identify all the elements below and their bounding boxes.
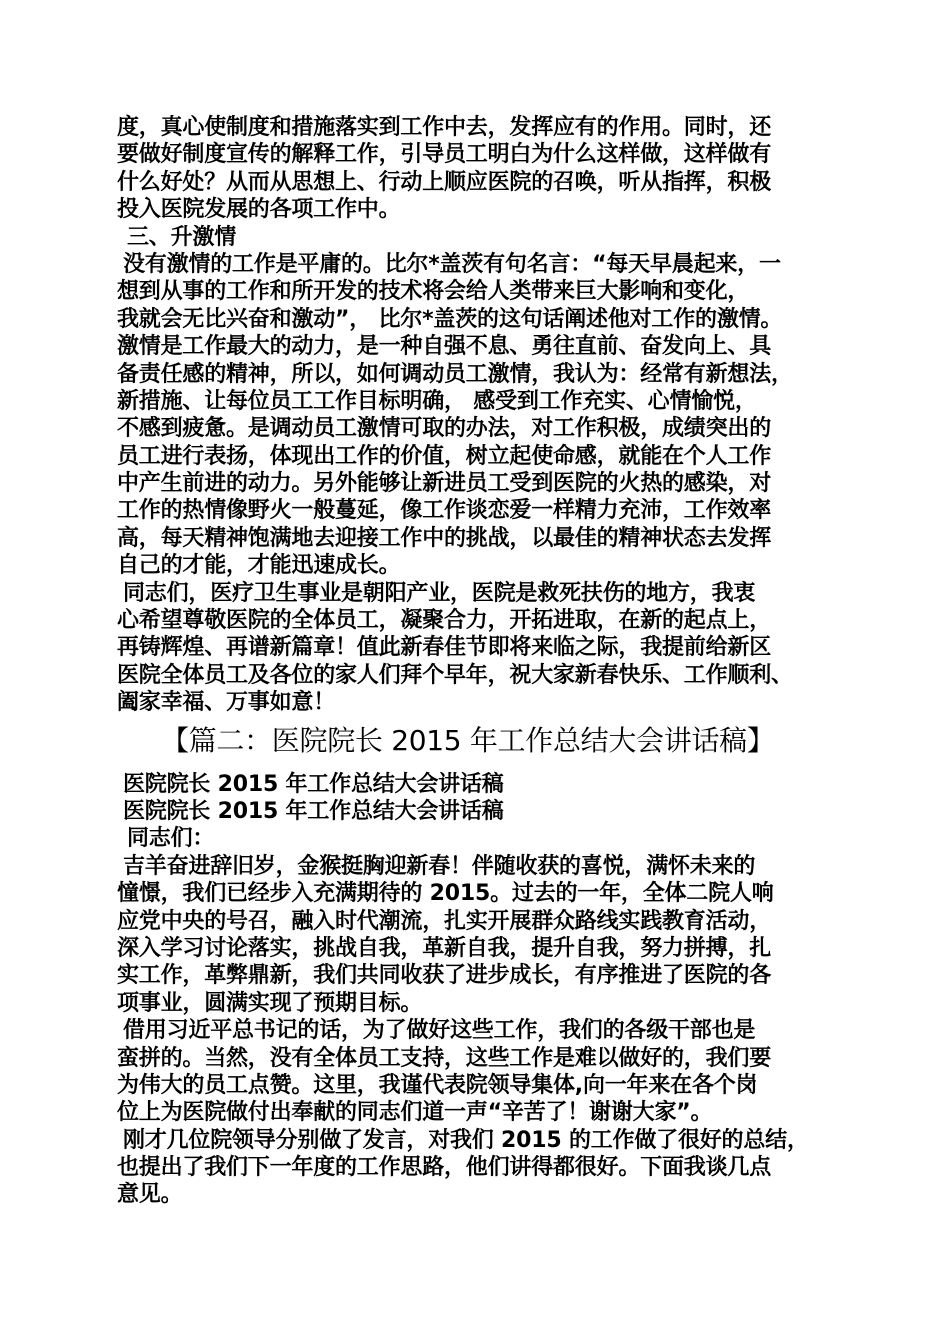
text-line: 高，每天精神饱满地去迎接工作中的挑战，以最佳的精神状态去发挥 (117, 525, 772, 551)
text-line: 自己的才能，才能迅速成长。 (117, 553, 401, 579)
text-line: 也提出了我们下一年度的工作思路，他们讲得都很好。下面我谈几点 (117, 1155, 772, 1181)
text-line: 中产生前进的动力。另外能够让新进员工受到医院的火热的感染，对 (117, 471, 772, 497)
text-line: 不感到疲惫。是调动员工激情可取的办法，对工作积极，成绩突出的 (117, 416, 772, 442)
salutation: 同志们： (127, 826, 215, 852)
text-line: 吉羊奋进辞旧岁，金猴挺胸迎新春！伴随收获的喜悦，满怀未来的 (123, 853, 756, 879)
text-line: 位上为医院做付出奉献的同志们道一声“辛苦了！谢谢大家”。 (117, 1100, 713, 1126)
text-line: 蛮拼的。当然，没有全体员工支持，这些工作是难以做好的，我们要 (117, 1045, 772, 1071)
text-line: 应党中央的号召，融入时代潮流，扎实开展群众路线实践教育活动， (117, 908, 772, 934)
section1-paragraph (117, 114, 857, 224)
text-line: 深入学习讨论落实，挑战自我，革新自我，提升自我，努力拼搏，扎 (117, 935, 772, 961)
text-line: 憧憬，我们已经步入充满期待的 2015。过去的一年，全体二院人响 (117, 881, 774, 907)
part2-paragraph-2 (117, 1017, 857, 1127)
text-line: 借用习近平总书记的话，为了做好这些工作，我们的各级干部也是 (123, 1018, 756, 1044)
text-line: 项事业，圆满实现了预期目标。 (117, 990, 423, 1016)
text-line: 想到从事的工作和所开发的技术将会给人类带来巨大影响和变化， (117, 279, 750, 305)
doc-title: 医院院长 2015 年工作总结大会讲话稿 (123, 771, 504, 797)
text-line: 投入医院发展的各项工作中。 (117, 197, 401, 223)
text-line: 我就会无比兴奋和激动”， 比尔*盖茨的这句话阐述他对工作的激情。 (117, 306, 783, 332)
text-line: 为伟大的员工点赞。这里，我谨代表院领导集体,向一年来在各个岗 (117, 1072, 758, 1098)
text-line: 激情是工作最大的动力，是一种自强不息、勇往直前、奋发向上、具 (117, 334, 772, 360)
text-line: 阖家幸福、万事如意！ (117, 690, 336, 716)
text-line: 员工进行表扬，体现出工作的价值，树立起使命感，就能在个人工作 (117, 443, 772, 469)
text-line: 医院全体员工及各位的家人们拜个早年，祝大家新春快乐、工作顺利、 (117, 662, 793, 688)
text-line: 同志们，医疗卫生事业是朝阳产业，医院是救死扶伤的地方，我衷 (123, 580, 756, 606)
section-title: 三、升激情 (127, 224, 237, 250)
part2-paragraph-3 (117, 1127, 857, 1209)
section2-paragraph (117, 251, 857, 580)
text-line: 实工作，革弊鼎新，我们共同收获了进步成长，有序推进了医院的各 (117, 963, 772, 989)
text-line: 再铸辉煌、再谱新篇章！值此新春佳节即将来临之际，我提前给新区 (117, 635, 772, 661)
text-line: 新措施、让每位员工工作目标明确， 感受到工作充实、心情愉悦， (117, 388, 757, 414)
text-line: 心希望尊敬医院的全体员工，凝聚合力，开拓进取，在新的起点上， (117, 608, 772, 634)
text-line: 什么好处？从而从思想上、行动上顺应医院的召唤，听从指挥，积极 (117, 169, 772, 195)
part-heading: 【篇二：医院院长 2015 年工作总结大会讲话稿】 (161, 723, 775, 757)
part2-paragraph-1 (117, 853, 857, 1017)
text-line: 要做好制度宣传的解释工作，引导员工明白为什么这样做，这样做有 (117, 142, 772, 168)
text-line: 备责任感的精神，所以，如何调动员工激情，我认为：经常有新想法， (117, 361, 793, 387)
text-line: 意见。 (117, 1182, 183, 1208)
doc-subtitle: 医院院长 2015 年工作总结大会讲话稿 (123, 798, 504, 824)
text-line: 刚才几位院领导分别做了发言，对我们 2015 的工作做了很好的总结， (123, 1127, 809, 1153)
document-page (117, 114, 857, 1209)
section3-paragraph (117, 580, 857, 717)
text-line: 工作的热情像野火一般蔓延，像工作谈恋爱一样精力充沛，工作效率 (117, 498, 772, 524)
text-line: 没有激情的工作是平庸的。比尔*盖茨有句名言：“每天早晨起来，一 (123, 251, 781, 277)
text-line: 度，真心使制度和措施落实到工作中去，发挥应有的作用。同时，还 (117, 115, 772, 140)
